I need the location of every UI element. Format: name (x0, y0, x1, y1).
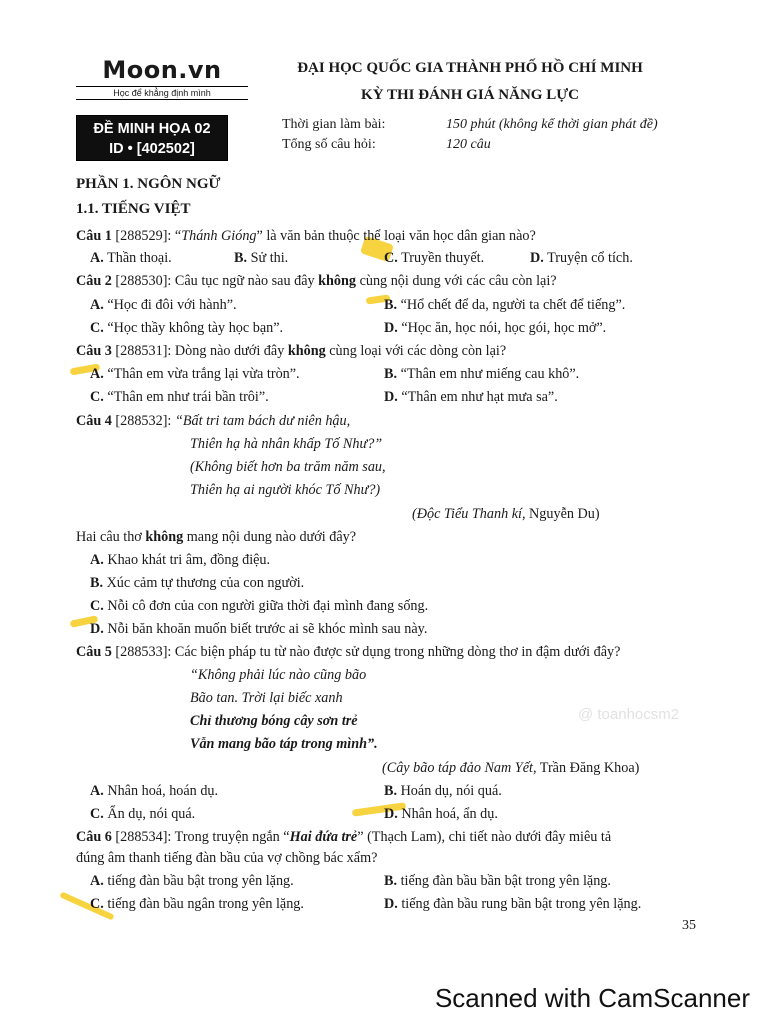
option-letter: B. (234, 250, 248, 266)
subsection-heading: 1.1. TIẾNG VIỆT (76, 201, 191, 217)
question-text: ” (Thạch Lam), chi tiết nào dưới đây miêu tả (357, 829, 612, 845)
question-label: Câu 3 (76, 343, 112, 359)
page-number: 35 (682, 918, 696, 933)
option-b[interactable] (384, 783, 502, 800)
keyword: không (287, 343, 326, 359)
option-a[interactable] (90, 783, 218, 800)
option-letter: B. (384, 873, 398, 889)
option-letter: A. (90, 297, 104, 313)
question-text: [288533]: Các biện pháp tu từ nào được sử dụng trong những dòng thơ in đậm dưới đây? (111, 644, 621, 660)
option-text: Xúc cảm tự thương của con người. (103, 575, 305, 591)
option-c[interactable] (90, 598, 428, 615)
option-text: Sử thi. (247, 250, 289, 266)
option-letter: A. (90, 250, 104, 266)
option-text: Ẩn dụ, nói quá. (103, 806, 196, 822)
option-b[interactable] (90, 575, 304, 592)
option-text: “Thân em như trái bần trôi”. (103, 389, 269, 405)
option-b[interactable] (234, 250, 288, 267)
option-letter: C. (90, 320, 104, 336)
option-letter: B. (384, 297, 398, 313)
poem-line-bold: Vẫn mang bão táp trong mình”. (190, 736, 378, 752)
option-letter: C. (90, 896, 104, 912)
question-3 (76, 343, 506, 360)
option-letter: C. (90, 389, 104, 405)
question-4 (76, 413, 350, 430)
time-label: Thời gian làm bài: (282, 117, 386, 132)
exam-badge (76, 115, 228, 161)
question-text: cùng nội dung với các câu còn lại? (356, 273, 557, 289)
option-letter: C. (90, 806, 104, 822)
logo-tagline: Học để khẳng định mình (76, 86, 248, 100)
option-text: Truyền thuyết. (397, 250, 485, 266)
header-university: ĐẠI HỌC QUỐC GIA THÀNH PHỐ HỒ CHÍ MINH (297, 60, 643, 76)
option-c[interactable] (90, 389, 269, 406)
poem-line: “Không phải lúc nào cũng bão (190, 667, 367, 683)
option-letter: A. (90, 552, 104, 568)
poem-line: Bão tan. Trời lại biếc xanh (190, 690, 343, 706)
badge-title: ĐỀ MINH HỌA 02 (93, 121, 211, 137)
option-a[interactable] (90, 297, 237, 314)
option-text: tiếng đàn bầu ngân trong yên lặng. (103, 896, 304, 912)
option-letter: B. (384, 366, 398, 382)
question-text: [288530]: Câu tục ngữ nào sau đây (111, 273, 319, 289)
option-letter: D. (384, 896, 398, 912)
keyword: không (145, 529, 184, 545)
option-letter: C. (384, 250, 398, 266)
poem-source (412, 506, 600, 523)
question-text: [288534]: Trong truyện ngắn “ (111, 829, 290, 845)
option-letter: D. (384, 806, 398, 822)
header-exam: KỲ THI ĐÁNH GIÁ NĂNG LỰC (361, 87, 579, 103)
question-label: Câu 4 (76, 413, 112, 429)
option-letter: D. (90, 621, 104, 637)
option-b[interactable] (384, 873, 611, 890)
option-letter: C. (90, 598, 104, 614)
option-text: “Học thầy không tày học bạn”. (103, 320, 284, 336)
option-text: tiếng đàn bầu rung bần bật trong yên lặng. (397, 896, 642, 912)
question-id: [288532]: (111, 413, 175, 429)
option-text: “Học ăn, học nói, học gói, học mở”. (397, 320, 607, 336)
question-text: [288531]: Dòng nào dưới đây (111, 343, 288, 359)
option-text: Nỗi băn khoăn muốn biết trước ai sẽ khóc mình sau này. (103, 621, 428, 637)
question-text: Hai câu thơ (76, 529, 146, 545)
poem-line: (Không biết hơn ba trăm năm sau, (190, 459, 386, 475)
option-letter: A. (90, 366, 104, 382)
option-text: “Thân em như hạt mưa sa”. (397, 389, 558, 405)
question-label: Câu 1 (76, 228, 112, 244)
time-value: 150 phút (không kể thời gian phát đề) (446, 117, 658, 132)
poem-source (382, 760, 639, 777)
option-a[interactable] (90, 366, 300, 383)
option-text: Hoán dụ, nói quá. (397, 783, 502, 799)
poem-line: Thiên hạ hà nhân khấp Tố Như?” (190, 436, 383, 452)
option-text: tiếng đàn bầu bật trong yên lặng. (103, 873, 294, 889)
option-text: “Thân em như miếng cau khô”. (397, 366, 580, 382)
option-letter: B. (384, 783, 398, 799)
option-b[interactable] (384, 366, 579, 383)
option-letter: B. (90, 575, 104, 591)
watermark: @ toanhocsm2 (578, 706, 680, 723)
option-text: Nhân hoá, ẩn dụ. (397, 806, 498, 822)
option-a[interactable] (90, 250, 172, 267)
option-text: Nhân hoá, hoán dụ. (103, 783, 219, 799)
option-letter: D. (530, 250, 544, 266)
option-text: tiếng đàn bầu bần bật trong yên lặng. (397, 873, 611, 889)
option-text: Khao khát tri âm, đồng điệu. (103, 552, 271, 568)
count-value: 120 câu (446, 137, 491, 152)
badge-id: ID • [402502] (109, 141, 195, 157)
poem-line-bold: Chỉ thương bóng cây sơn trẻ (190, 713, 358, 729)
question-1 (76, 228, 536, 245)
question-text: cùng loại với các dòng còn lại? (325, 343, 507, 359)
option-letter: A. (90, 873, 104, 889)
question-label: Câu 5 (76, 644, 112, 660)
poem-line: Thiên hạ ai người khóc Tố Như?) (190, 482, 381, 498)
question-text: ” là văn bản thuộc thể loại văn học dân gian nào? (256, 228, 536, 244)
work-title: Thánh Gióng (181, 228, 257, 244)
question-6-line2: đúng âm thanh tiếng đàn bầu của vợ chồng bác xẩm? (76, 850, 378, 866)
option-c[interactable] (90, 896, 304, 913)
option-text: Truyện cổ tích. (543, 250, 633, 266)
count-label: Tổng số câu hỏi: (282, 137, 376, 152)
question-text: mang nội dung nào dưới đây? (183, 529, 357, 545)
camscanner-footer: Scanned with CamScanner (434, 983, 750, 1013)
question-6 (76, 829, 611, 846)
option-d[interactable] (384, 320, 606, 337)
option-a[interactable] (90, 552, 270, 569)
work-title: Hai đứa trẻ (289, 829, 358, 845)
option-text: “Hổ chết để da, người ta chết để tiếng”. (397, 297, 626, 313)
question-label: Câu 2 (76, 273, 112, 289)
option-c[interactable] (90, 806, 195, 823)
part-heading: PHẦN 1. NGÔN NGỮ (76, 176, 221, 192)
source-title: (Cây bão táp đảo Nam Yết (382, 760, 533, 776)
source-author: , Trần Đăng Khoa) (532, 760, 640, 776)
question-id: [288529]: “ (111, 228, 182, 244)
question-label: Câu 6 (76, 829, 112, 845)
option-d[interactable] (384, 389, 558, 406)
option-text: Thần thoại. (103, 250, 172, 266)
option-b[interactable] (384, 297, 625, 314)
option-text: Nỗi cô đơn của con người giữa thời đại mình đang sống. (103, 598, 429, 614)
question-2 (76, 273, 557, 290)
question-5 (76, 644, 620, 661)
option-d[interactable] (530, 250, 633, 267)
option-letter: D. (384, 389, 398, 405)
option-a[interactable] (90, 873, 294, 890)
poem-line: “Bất tri tam bách dư niên hậu, (174, 413, 351, 429)
question-4-stem (76, 529, 356, 546)
source-author: , Nguyễn Du) (521, 506, 600, 522)
option-d[interactable] (384, 806, 498, 823)
option-d[interactable] (384, 896, 641, 913)
option-text: “Thân em vừa trắng lại vừa tròn”. (103, 366, 300, 382)
option-c[interactable] (90, 320, 283, 337)
keyword: không (318, 273, 357, 289)
option-d[interactable] (90, 621, 427, 638)
source-title: (Độc Tiểu Thanh kí (412, 506, 522, 522)
option-c[interactable] (384, 250, 484, 267)
option-letter: D. (384, 320, 398, 336)
logo-brand: Moon.vn (102, 56, 222, 84)
logo (76, 56, 248, 100)
option-letter: A. (90, 783, 104, 799)
option-text: “Học đi đôi với hành”. (103, 297, 237, 313)
